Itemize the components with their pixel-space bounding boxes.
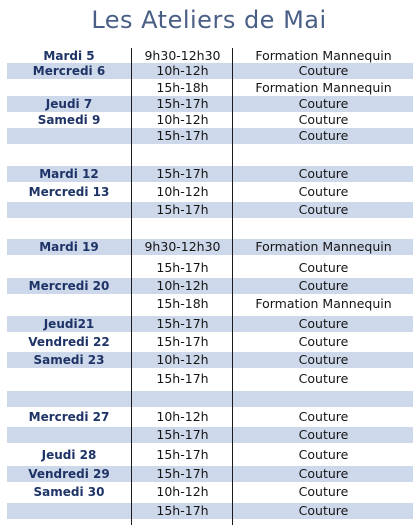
time-cell: 15h-18h [156, 80, 209, 95]
activity-cell: Couture [298, 447, 349, 462]
time-cell: 9h30-12h30 [144, 239, 221, 254]
table-row [7, 222, 413, 238]
time-cell: 15h-17h [156, 202, 209, 217]
day-cell [7, 128, 131, 144]
time-cell: 15h-17h [156, 427, 209, 442]
day-cell: Mercredi 20 [28, 279, 110, 293]
day-cell: Samedi 9 [37, 113, 101, 127]
table-row [7, 447, 413, 463]
table-row [7, 278, 413, 294]
day-cell: Mardi 12 [39, 167, 99, 181]
table-row [7, 112, 413, 128]
time-cell: 10h-12h [156, 184, 209, 199]
table-row [7, 166, 413, 182]
activity-cell: Couture [298, 484, 349, 499]
day-cell: Samedi 30 [33, 485, 105, 499]
day-cell: Vendredi 29 [28, 467, 110, 481]
time-cell [132, 222, 233, 238]
table-row [7, 184, 413, 200]
activity-cell: Formation Mannequin [255, 48, 392, 63]
table-row [7, 484, 413, 500]
time-cell: 15h-17h [156, 447, 209, 462]
activity-cell: Couture [298, 112, 349, 127]
time-cell: 15h-17h [156, 316, 209, 331]
time-cell: 15h-17h [156, 166, 209, 181]
day-cell: Mardi 5 [43, 49, 95, 63]
table-row [7, 145, 413, 161]
day-cell [7, 427, 131, 443]
day-cell [7, 145, 131, 161]
day-cell: Jeudi 28 [41, 448, 97, 462]
table-row [7, 239, 413, 255]
table-row [7, 503, 413, 519]
activity-cell: Couture [298, 427, 349, 442]
table-row [7, 260, 413, 276]
day-cell: Jeudi21 [43, 317, 95, 331]
time-cell: 10h-12h [156, 484, 209, 499]
activity-cell: Couture [298, 409, 349, 424]
day-cell: Mercredi 13 [28, 185, 110, 199]
time-cell: 15h-17h [156, 128, 209, 143]
table-row [7, 63, 413, 79]
day-cell: Jeudi 7 [45, 97, 93, 111]
table-row [7, 427, 413, 443]
table-row [7, 409, 413, 425]
time-cell: 15h-18h [156, 296, 209, 311]
day-cell: Vendredi 22 [28, 335, 110, 349]
activity-cell: Couture [298, 96, 349, 111]
table-row [7, 316, 413, 332]
table-row [7, 80, 413, 96]
day-cell [7, 503, 131, 519]
day-cell [7, 391, 131, 407]
table-row [7, 352, 413, 368]
activity-cell: Couture [298, 202, 349, 217]
day-cell: Samedi 23 [33, 353, 105, 367]
activity-cell: Formation Mannequin [255, 296, 392, 311]
time-cell: 10h-12h [156, 278, 209, 293]
activity-cell: Couture [298, 371, 349, 386]
activity-cell [234, 391, 413, 407]
time-cell [132, 391, 233, 407]
time-cell: 15h-17h [156, 503, 209, 518]
day-cell [7, 260, 131, 276]
day-cell: Mercredi 6 [32, 64, 106, 78]
time-cell: 15h-17h [156, 334, 209, 349]
activity-cell: Couture [298, 352, 349, 367]
activity-cell [234, 222, 413, 238]
table-row [7, 48, 413, 64]
activity-cell: Couture [298, 316, 349, 331]
table-row [7, 371, 413, 387]
day-cell [7, 371, 131, 387]
time-cell: 10h-12h [156, 63, 209, 78]
time-cell: 15h-17h [156, 96, 209, 111]
activity-cell: Couture [298, 260, 349, 275]
time-cell: 10h-12h [156, 352, 209, 367]
day-cell: Mardi 19 [39, 240, 99, 254]
activity-cell: Couture [298, 503, 349, 518]
activity-cell: Couture [298, 128, 349, 143]
time-cell: 10h-12h [156, 112, 209, 127]
day-cell [7, 202, 131, 218]
time-cell: 15h-17h [156, 260, 209, 275]
time-cell: 15h-17h [156, 371, 209, 386]
table-row [7, 334, 413, 350]
activity-cell: Couture [298, 184, 349, 199]
activity-cell: Couture [298, 466, 349, 481]
time-cell: 10h-12h [156, 409, 209, 424]
time-cell: 15h-17h [156, 466, 209, 481]
table-row [7, 466, 413, 482]
column-divider-time-activity [232, 48, 233, 525]
activity-cell: Couture [298, 334, 349, 349]
time-cell: 9h30-12h30 [144, 48, 221, 63]
page-title: Les Ateliers de Mai [91, 6, 327, 34]
activity-cell: Formation Mannequin [255, 80, 392, 95]
day-cell [7, 222, 131, 238]
activity-cell [234, 145, 413, 161]
day-cell: Mercredi 27 [28, 410, 110, 424]
day-cell [7, 80, 131, 96]
activity-cell: Couture [298, 63, 349, 78]
table-row [7, 391, 413, 407]
column-divider-day-time [131, 48, 132, 525]
day-cell [7, 296, 131, 312]
activity-cell: Couture [298, 278, 349, 293]
table-row [7, 128, 413, 144]
time-cell [132, 145, 233, 161]
activity-cell: Couture [298, 166, 349, 181]
activity-cell: Formation Mannequin [255, 239, 392, 254]
table-row [7, 96, 413, 112]
table-row [7, 296, 413, 312]
table-row [7, 202, 413, 218]
